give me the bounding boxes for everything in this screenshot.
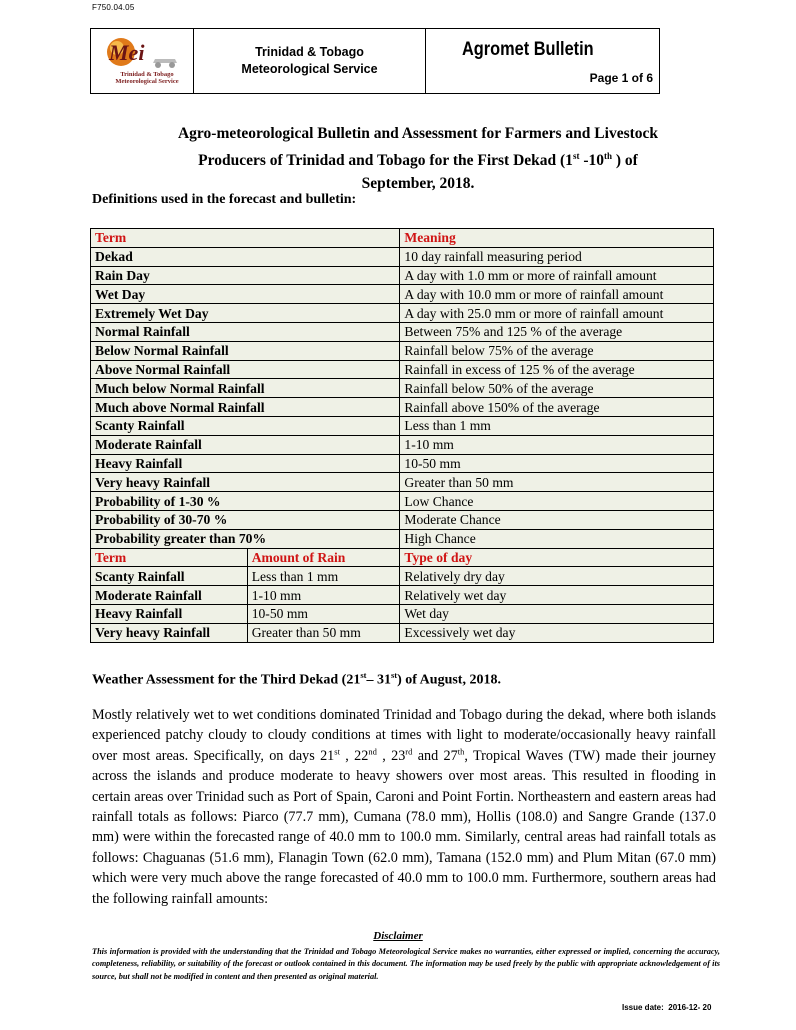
type-cell: Relatively wet day [400, 586, 714, 605]
term-cell: Wet Day [91, 285, 400, 304]
meaning-cell: Rainfall in excess of 125 % of the average [400, 360, 714, 379]
assessment-heading: Weather Assessment for the Third Dekad (21st– 31st) of August, 2018. [92, 670, 501, 688]
type-cell: Wet day [400, 604, 714, 623]
term-cell: Below Normal Rainfall [91, 341, 400, 360]
table-row [91, 492, 714, 511]
page-title: Agro-meteorological Bulletin and Assessment for Farmers and Livestock Producers of Trinidad and Tobago for the First Dekad (1st -10th ) of September, 2018. [177, 125, 659, 193]
table-row [91, 529, 714, 548]
definitions-table [90, 228, 714, 643]
type-cell: Relatively dry day [400, 567, 714, 586]
header-type: Type of day [400, 548, 714, 567]
term-cell: Normal Rainfall [91, 322, 400, 341]
table-row [91, 623, 714, 642]
assessment-paragraph: Mostly relatively wet to wet conditions dominated Trinidad and Tobago during the dekad, where both islands experienced patchy cloudy to cloudy conditions at times with light to moderate/occasionally heavy rainfall over most areas. Specifically, on days 21st , 22nd , 23rd and 27th, Tropical Waves (TW) made their journey across the islands and produce moderate to heavy showers over most areas. This resulted in flooding in certain areas over Trinidad such as Port of Spain, Caroni and Point Fortin. Northeastern and eastern areas had rainfall totals as follows: Piarco (77.7 mm), Cumana (78.0 mm), Hollis (108.0) and Sangre Grande (137.0 mm) were within the forecasted range of 40.0 mm to 100.0 mm. Similarly, central areas had rainfall totals as follows: Chaguanas (51.6 mm), Flanagin Town (62.0 mm), Tamana (152.0 mm) and Plum Mitan (67.0 mm) which were very much above the range forecasted of 40.0 mm to 100.0 mm. Furthermore, southern areas had the following rainfall amounts: [92, 707, 717, 907]
term-cell: Moderate Rainfall [91, 435, 400, 454]
table-row [91, 379, 714, 398]
meaning-cell: Less than 1 mm [400, 416, 714, 435]
meaning-cell: 1-10 mm [400, 435, 714, 454]
term-cell: Scanty Rainfall [91, 567, 248, 586]
meaning-cell: Rainfall above 150% of the average [400, 398, 714, 417]
table-row [91, 247, 714, 266]
meaning-cell: Low Chance [400, 492, 714, 511]
logo-subtitle: Trinidad & Tobago Meteorological Service [115, 71, 179, 85]
meaning-cell: Rainfall below 75% of the average [400, 341, 714, 360]
table-row [91, 473, 714, 492]
definitions-header-row [91, 229, 714, 248]
disclaimer-title: Disclaimer [373, 930, 423, 942]
table-row [91, 416, 714, 435]
meaning-cell: A day with 25.0 mm or more of rainfall amount [400, 304, 714, 323]
form-code: F750.04.05 [92, 3, 135, 12]
disclaimer-text: This information is provided with the understanding that the Trinidad and Tobago Meteorological Service makes no warranties, either expressed or implied, concerning the accuracy, completeness, reliability, or suitability of the forecast or outlook contained in this document. The information may be used freely by the public with appropriate acknowledgement of its source, but shall not be modified in content and then presented as original material. [92, 947, 720, 981]
term-cell: Above Normal Rainfall [91, 360, 400, 379]
amount-cell: Less than 1 mm [247, 567, 400, 586]
service-line-1: Trinidad & Tobago [255, 45, 364, 59]
definitions-heading: Definitions used in the forecast and bulletin: [92, 192, 357, 207]
term-cell: Extremely Wet Day [91, 304, 400, 323]
meaning-cell: A day with 10.0 mm or more of rainfall amount [400, 285, 714, 304]
meaning-cell: 10 day rainfall measuring period [400, 247, 714, 266]
table-row [91, 510, 714, 529]
amount-cell: 10-50 mm [247, 604, 400, 623]
term-cell: Dekad [91, 247, 400, 266]
document-header [90, 28, 660, 94]
table-row [91, 604, 714, 623]
header-term: Term [91, 229, 400, 248]
table-row [91, 322, 714, 341]
mei-logo-icon [95, 33, 190, 73]
meaning-cell: A day with 1.0 mm or more of rainfall amount [400, 266, 714, 285]
service-name [194, 29, 426, 93]
table-row [91, 285, 714, 304]
meaning-cell: 10-50 mm [400, 454, 714, 473]
term-cell: Moderate Rainfall [91, 586, 248, 605]
term-cell: Much above Normal Rainfall [91, 398, 400, 417]
term-cell: Rain Day [91, 266, 400, 285]
type-cell: Excessively wet day [400, 623, 714, 642]
table-row [91, 454, 714, 473]
page-indicator: Page 1 of 6 [589, 71, 653, 85]
bulletin-title: Agromet Bulletin [462, 39, 594, 60]
term-cell: Very heavy Rainfall [91, 623, 248, 642]
table-row [91, 360, 714, 379]
term-cell: Much below Normal Rainfall [91, 379, 400, 398]
header-amount: Amount of Rain [247, 548, 400, 567]
term-cell: Scanty Rainfall [91, 416, 400, 435]
term-cell: Heavy Rainfall [91, 604, 248, 623]
term-cell: Probability greater than 70% [91, 529, 400, 548]
table-row [91, 266, 714, 285]
table-row [91, 304, 714, 323]
term-cell: Very heavy Rainfall [91, 473, 400, 492]
table-row [91, 435, 714, 454]
term-cell: Probability of 30-70 % [91, 510, 400, 529]
table-row [91, 341, 714, 360]
term-cell: Probability of 1-30 % [91, 492, 400, 511]
amount-cell: 1-10 mm [247, 586, 400, 605]
meaning-cell: Moderate Chance [400, 510, 714, 529]
meaning-cell: High Chance [400, 529, 714, 548]
logo-wordmark: Mei [109, 40, 145, 65]
term-cell: Heavy Rainfall [91, 454, 400, 473]
meaning-cell: Between 75% and 125 % of the average [400, 322, 714, 341]
bulletin-cell [426, 29, 659, 93]
table-row [91, 398, 714, 417]
meaning-cell: Greater than 50 mm [400, 473, 714, 492]
service-line-2: Meteorological Service [241, 62, 378, 76]
header-meaning: Meaning [400, 229, 714, 248]
meaning-cell: Rainfall below 50% of the average [400, 379, 714, 398]
issue-date: Issue date: 2016-12- 20 [622, 1003, 712, 1012]
header-term: Term [91, 548, 248, 567]
logo-cell [91, 29, 194, 93]
table-row [91, 567, 714, 586]
table-row [91, 586, 714, 605]
rain-types-header-row [91, 548, 714, 567]
amount-cell: Greater than 50 mm [247, 623, 400, 642]
